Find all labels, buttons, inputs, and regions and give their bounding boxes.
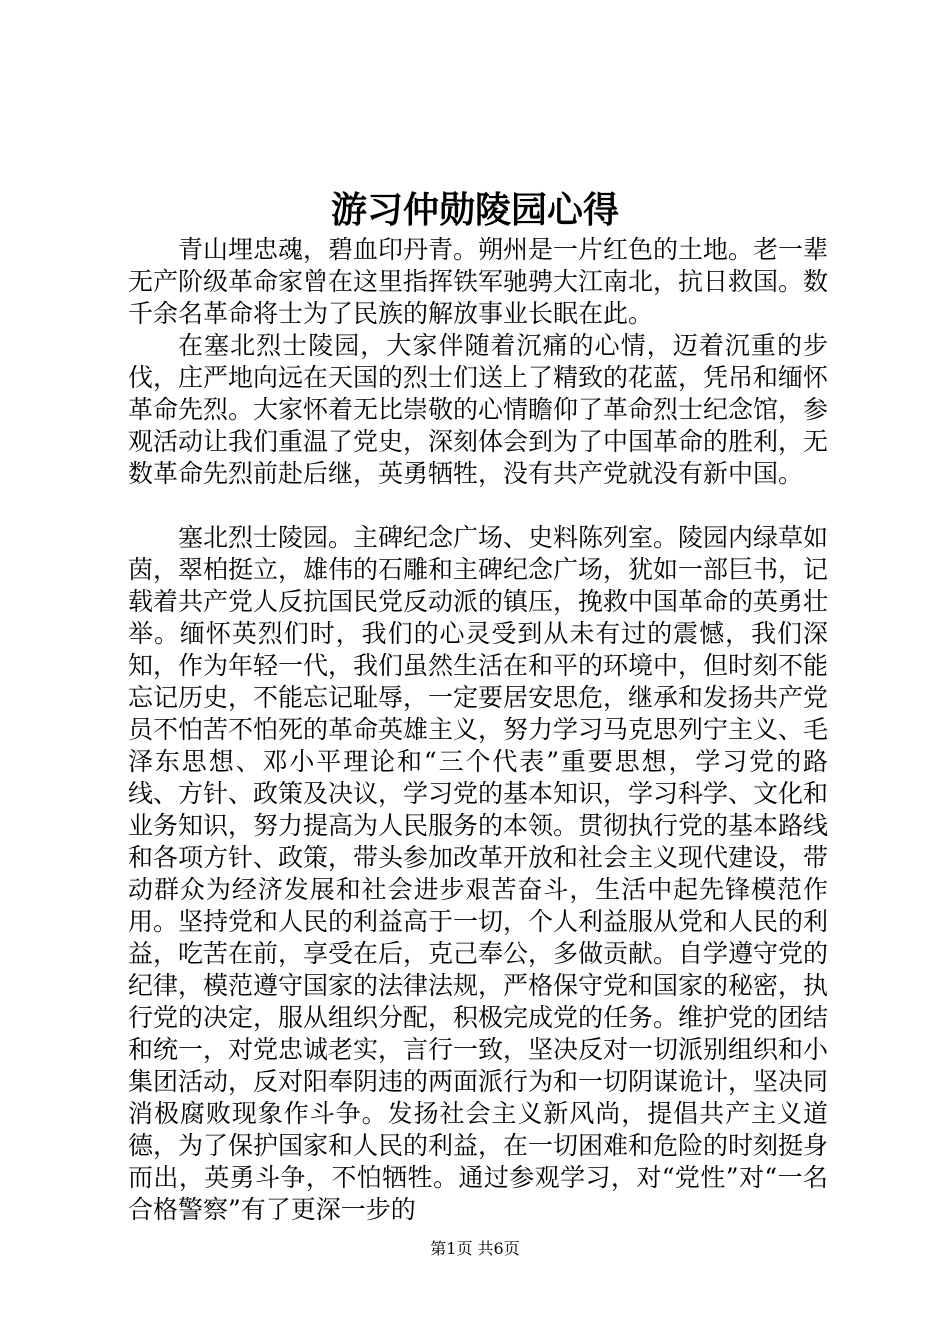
page-number-footer: 第1页 共6页	[430, 1239, 520, 1258]
document-title: 游习仲勋陵园心得	[330, 189, 619, 231]
paragraph-3: 塞北烈士陵园。主碑纪念广场、史料陈列室。陵园内绿草如茵，翠柏挺立，雄伟的石雕和主碑纪念广场，犹如一部巨书，记载着共产党人反抗国民党反动派的镇压，挽救中国革命的英勇壮举。缅怀英烈们时，我们的心灵受到从未有过的震憾，我们深知，作为年轻一代，我们虽然生活在和平的环境中，但时刻不能忘记历史，不能忘记耻辱，一定要居安思危，继承和发扬共产党员不怕苦不怕死的革命英雄主义，努力学习马克思列宁主义、毛泽东思想、邓小平理论和“三个代表”重要思想，学习党的路线、方针、政策及决议，学习党的基本知识，学习科学、文化和业务知识，努力提高为人民服务的本领。贯彻执行党的基本路线和各项方针、政策，带头参加改革开放和社会主义现代建设，带动群众为经济发展和社会进步艰苦奋斗，生活中起先锋模范作用。坚持党和人民的利益高于一切，个人利益服从党和人民的利益，吃苦在前，享受在后，克己奉公，多做贡献。自学遵守党的纪律，模范遵守国家的法律法规，严格保守党和国家的秘密，执行党的决定，服从组织分配，积极完成党的任务。维护党的团结和统一，对党忠诚老实，言行一致，坚决反对一切派别组织和小集团活动，反对阳奉阴违的两面派行为和一切阴谋诡计，坚决同消极腐败现象作斗争。发扬社会主义新风尚，提倡共产主义道德，为了保护国家和人民的利益，在一切困难和危险的时刻挺身而出，英勇斗争，不怕牺牲。通过参观学习，对“党性”对“一名合格警察”有了更深一步的	[128, 523, 829, 1224]
paragraph-1: 青山埋忠魂，碧血印丹青。朔州是一片红色的土地。老一辈无产阶级革命家曾在这里指挥铁军驰骋大江南北，抗日救国。数千余名革命将士为了民族的解放事业长眠在此。	[128, 235, 829, 328]
document-body	[128, 234, 828, 1226]
paragraph-spacer	[128, 490, 828, 522]
paragraph-2: 在塞北烈士陵园，大家伴随着沉痛的心情，迈着沉重的步伐，庄严地向远在天国的烈士们送上了精致的花蓝，凭吊和缅怀革命先烈。大家怀着无比崇敬的心情瞻仰了革命烈士纪念馆，参观活动让我们重温了党史，深刻体会到为了中国革命的胜利，无数革命先烈前赴后继，英勇牺牲，没有共产党就没有新中国。	[128, 331, 829, 488]
